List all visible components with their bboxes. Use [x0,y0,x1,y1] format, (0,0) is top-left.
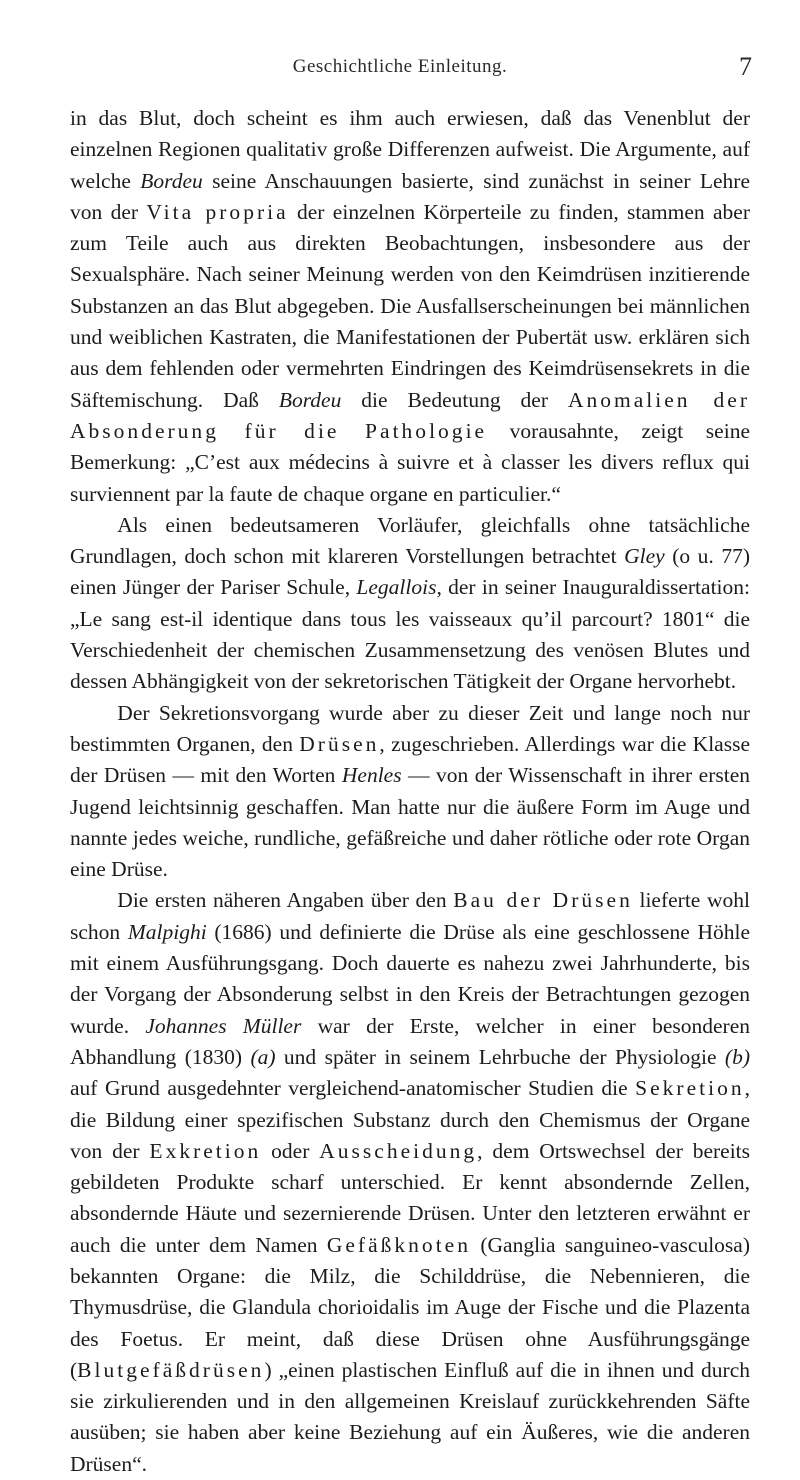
text-run: einen Jünger der Pariser Schule, [70,575,357,600]
text-run: war der Erste, welcher in einer besonderen Abhandlung (1830) [70,1013,750,1069]
page-header [48,52,752,86]
emphasis-sekretion: Sekretion [635,1076,745,1101]
text-run: seine Anschauungen basierte, sind zunächst in seiner Lehre von der [70,168,750,224]
emphasis-exkretion: Exkretion [149,1138,262,1163]
text-run: Die ersten näheren Angaben über den [117,888,454,913]
paragraph-2 [70,510,750,698]
text-run: , dem Ortswechsel der bereits gebildeten Produkte scharf unterschied. Er kennt absondernde Zellen, absondernde Häute und sezernierende Drüsen. Unter den letzteren erwähnt er auch die unter dem Namen [70,1138,751,1257]
author-name-bordeu: Bordeu [278,387,342,412]
running-title: Geschichtliche Einleitung. [292,56,508,77]
text-run: und später in seinem Lehrbuche der Physiologie [275,1044,725,1069]
text-run: auf Grund ausgedehnter vergleichend-anatomischer Studien die [70,1076,636,1101]
paragraph-1 [70,103,750,510]
text-run: Der Sekretionsvorgang wurde aber zu dieser Zeit und lange noch nur bestimmten Organen, den [70,700,750,756]
emphasis-blutgefaessdruesen: Blutgefäßdrüsen [77,1357,265,1382]
emphasis-vita-propria: Vita propria [146,199,289,224]
citation-a: (a) [250,1044,276,1069]
text-run: in das Blut, doch scheint es ihm auch erwiesen, daß das Venenblut der einzelnen Regionen qualitativ große Differenzen aufweist. Die Argumente, auf welche [70,106,750,193]
text-run: vorausahnte, zeigt seine Bemerkung: „C’est aux médecins à suivre et à classer les divers reflux qui surviennent par la faute de chaque organe en particulier.“ [70,418,750,506]
author-name-henle: Henles [341,763,402,788]
citation-b: (b) [724,1044,750,1069]
author-name-gley: Gley [624,544,665,569]
body-text [70,103,750,1480]
citation-gley: (o u. 77) [672,544,750,569]
author-name-legallois: Legallois [356,575,437,600]
emphasis-druesen: Drüsen [299,731,380,756]
text-run: (Ganglia sanguineo-vasculosa) bekannten Organe: die Milz, die Schilddrüse, die Nebennieren, die Thymusdrüse, die Glandula chorioidalis im Auge der Fische und die Plazenta des Foetus. Er meint, daß diese Drüsen ohne Ausführungsgänge ( [70,1232,750,1382]
text-run: der einzelnen Körperteile zu finden, stammen aber zum Teile auch aus direkten Beobachtungen, insbesondere aus der Sexualsphäre. Nach seiner Meinung werden von den Keimdrüsen inzitierende Substanzen an das Blut abgegeben. Die Ausfallserscheinungen bei männlichen und weiblichen Kastraten, die Manifestationen der Pubertät usw. erklären sich aus dem fehlenden oder vermehrten Eindringen des Keimdrüsensekrets in die Säftemischung. Daß [70,199,750,412]
emphasis-anomalien: Anomalien der Absonderung für die Pathologie [70,387,750,443]
emphasis-gefaessknoten: Gefäßknoten [326,1232,471,1257]
text-run: die Bedeutung der [341,387,568,412]
text-run: (1686) und definierte die Drüse als eine geschlossene Höhle mit einem Ausführungsgang. Doch dauerte es nahezu zwei Jahrhunderte, bis der Vorgang der Absonderung selbst in den Kreis der Betrachtungen gezogen wurde. [70,919,750,1038]
text-run: , die Bildung einer spezifischen Substanz durch den Chemismus der Organe von der [70,1076,750,1163]
text-run: , zugeschrieben. Allerdings war die Klasse der Drüsen — mit den Worten [70,731,751,788]
text-run: — von der Wissenschaft in ihrer ersten Jugend leichtsinnig geschaffen. Man hatte nur die äußere Form im Auge und nannte jedes weiche, rundliche, gefäßreiche und daher rötliche oder rote Organ eine Drüse. [70,763,751,882]
text-run: ) „einen plastischen Einfluß auf die in ihnen und durch sie zirkulierenden und in den allgemeinen Kreislauf zurückkehrenden Säfte ausüben; sie haben aber keine Beziehung auf ein Äußeres, wie die anderen Drüsen“. [70,1357,750,1476]
author-name-mueller: Johannes Müller [145,1013,302,1038]
text-run: Als einen bedeutsameren Vorläufer, gleichfalls ohne tatsächliche Grundlagen, doch schon mit klareren Vorstellungen betrachtet [70,512,750,569]
emphasis-ausscheidung: Ausscheidung [319,1138,478,1163]
text-run: lieferte wohl schon [70,888,750,944]
text-run: oder [261,1138,320,1163]
emphasis-bau-der-druesen: Bau der Drüsen [453,888,633,913]
author-name-bordeu: Bordeu [140,168,203,193]
page-number: 7 [739,52,752,81]
text-run: , der in seiner Inauguraldissertation: „Le sang est-il identique dans tous les vaisseaux qu’il parcourt? 1801“ die Verschiedenheit der chemischen Zusammensetzung des venösen Blutes und dessen Abhängigkeit von der sekretorischen Tätigkeit der Organe hervorhebt. [70,575,750,694]
author-name-malpighi: Malpighi [127,919,207,944]
paragraph-3 [70,698,750,886]
paragraph-4 [70,885,750,1480]
